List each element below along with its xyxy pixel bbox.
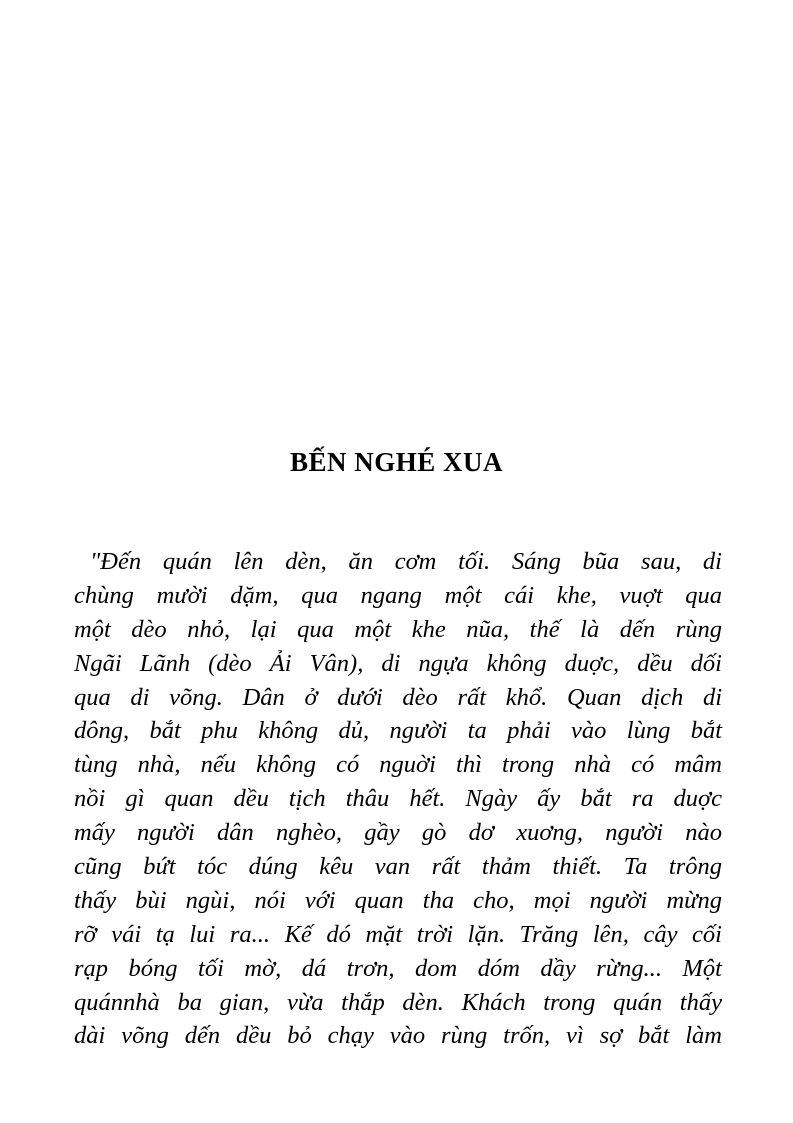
body-paragraph <box>74 545 722 1053</box>
text-line: qua di võng. Dân ở dưới dèo rất khổ. Quan dịch di <box>74 683 722 711</box>
text-line: quánnhà ba gian, vừa thắp dèn. Khách trong quán thấy <box>74 988 722 1016</box>
text-line: tùng nhà, nếu không có nguời thì trong nhà có mâm <box>74 751 722 779</box>
text-line: chùng mười dặm, qua ngang một cái khe, vuợt qua <box>74 581 722 609</box>
text-line: dài võng dến dều bỏ chạy vào rùng trốn, vì sợ bắt làm <box>74 1022 722 1050</box>
text-line: một dèo nhỏ, lại qua một khe nũa, thế là dến rùng <box>74 615 722 643</box>
text-line: mấy người dân nghèo, gầy gò dơ xuơng, người nào <box>74 819 722 847</box>
text-line: thấy bùi ngùi, nói với quan tha cho, mọi người mừng <box>74 886 722 914</box>
text-line: "Đến quán lên dèn, ăn cơm tối. Sáng bũa sau, di <box>90 548 722 575</box>
text-line: rỡ vái tạ lui ra... Kế dó mặt trời lặn. Trăng lên, cây cối <box>74 920 722 948</box>
text-line: nồi gì quan dều tịch thâu hết. Ngày ấy bắt ra duợc <box>74 785 722 813</box>
text-line: rạp bóng tối mờ, dá trơn, dom dóm dầy rừng... Một <box>74 954 722 982</box>
text-line: Ngãi Lãnh (dèo Ải Vân), di ngựa không duợc, dều dối <box>74 649 722 677</box>
text-line: cũng bứt tóc dúng kêu van rất thảm thiết. Ta trông <box>74 853 722 881</box>
chapter-title: BẾN NGHÉ XUA <box>289 447 504 477</box>
text-line: dông, bắt phu không dủ, người ta phải vào lùng bắt <box>74 717 722 745</box>
